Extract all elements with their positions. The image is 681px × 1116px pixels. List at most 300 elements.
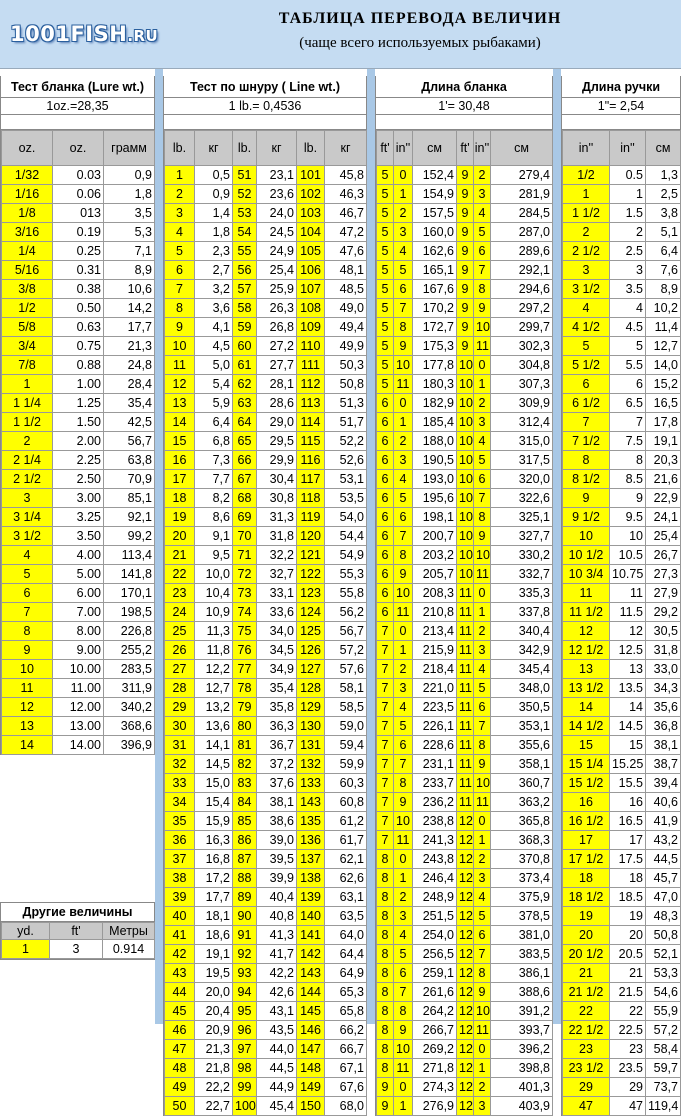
table-cell: 91 xyxy=(233,926,257,945)
table-cell: 1 xyxy=(165,166,195,185)
table-cell: 4 xyxy=(610,299,646,318)
table-cell: 7 xyxy=(394,527,413,546)
table-cell: 9 xyxy=(394,1021,413,1040)
table-cell: 7 xyxy=(377,660,394,679)
table-cell: 48,5 xyxy=(325,280,367,299)
table-cell: 87 xyxy=(233,850,257,869)
table-row xyxy=(2,223,155,242)
table-cell: 30 xyxy=(165,717,195,736)
table-cell: 254,0 xyxy=(413,926,457,945)
table-row xyxy=(563,318,681,337)
table-row xyxy=(165,166,367,185)
table-cell: 19,5 xyxy=(195,964,233,983)
table-cell: 8 xyxy=(474,508,491,527)
table-cell: 76 xyxy=(233,641,257,660)
table-cell: 53,3 xyxy=(646,964,681,983)
table-cell: 14,5 xyxy=(195,755,233,774)
table-cell: 13 xyxy=(610,660,646,679)
table-row xyxy=(563,1021,681,1040)
table-cell: 12,7 xyxy=(646,337,681,356)
table-cell: 7 xyxy=(377,641,394,660)
table-cell: 1/4 xyxy=(2,242,53,261)
table-cell: 64,0 xyxy=(325,926,367,945)
table-row xyxy=(563,337,681,356)
table-cell: 7 xyxy=(377,755,394,774)
table-row xyxy=(563,584,681,603)
table-cell: 10 xyxy=(457,394,474,413)
table-cell: 269,2 xyxy=(413,1040,457,1059)
table-cell: 243,8 xyxy=(413,850,457,869)
section-title: Длина бланка xyxy=(376,76,552,98)
table-cell: 20 xyxy=(610,926,646,945)
table-cell: 30,5 xyxy=(646,622,681,641)
table-cell: 61,7 xyxy=(325,831,367,850)
table-cell: 99,2 xyxy=(104,527,155,546)
table-row xyxy=(2,261,155,280)
table-cell: 59,7 xyxy=(646,1059,681,1078)
table-cell: 7 xyxy=(610,413,646,432)
table-cell: 1/2 xyxy=(563,166,610,185)
table-cell: 42 xyxy=(165,945,195,964)
table-cell: 4 xyxy=(394,926,413,945)
table-cell: 99 xyxy=(233,1078,257,1097)
table-cell: 19 xyxy=(610,907,646,926)
site-logo[interactable]: 1001FISH.RU xyxy=(10,22,159,46)
table-cell: 9 xyxy=(457,204,474,223)
table-cell: 1 xyxy=(563,185,610,204)
table-cell: 8 xyxy=(610,451,646,470)
table-cell: 1 xyxy=(394,185,413,204)
table-cell: 20.5 xyxy=(610,945,646,964)
table-cell: 302,3 xyxy=(491,337,553,356)
table-cell: 41,7 xyxy=(257,945,297,964)
table-row xyxy=(2,280,155,299)
table-cell: 60,3 xyxy=(325,774,367,793)
table-cell: 7 xyxy=(377,698,394,717)
table-cell: 26 xyxy=(165,641,195,660)
table-cell: 85 xyxy=(233,812,257,831)
table-cell: 33 xyxy=(165,774,195,793)
table-row xyxy=(563,698,681,717)
table-row xyxy=(377,812,553,831)
table-row xyxy=(165,584,367,603)
column-header: lb. xyxy=(297,131,325,166)
table-cell: 36,8 xyxy=(646,717,681,736)
table-cell: 8,9 xyxy=(646,280,681,299)
table-cell: 10,9 xyxy=(195,603,233,622)
table-cell: 115 xyxy=(297,432,325,451)
table-cell: 22,7 xyxy=(195,1097,233,1116)
table-cell: 12 xyxy=(457,812,474,831)
table-cell: 1 xyxy=(394,641,413,660)
table-cell: 0.75 xyxy=(53,337,104,356)
table-cell: 7 1/2 xyxy=(563,432,610,451)
table-cell: 1 xyxy=(394,413,413,432)
table-row xyxy=(2,622,155,641)
table-cell: 22 1/2 xyxy=(563,1021,610,1040)
header-row xyxy=(165,131,367,166)
table-cell: 1 1/2 xyxy=(563,204,610,223)
table-cell: 12 xyxy=(457,831,474,850)
column-separator xyxy=(367,69,375,1024)
table-cell: 4,1 xyxy=(195,318,233,337)
table-cell: 20,3 xyxy=(646,451,681,470)
table-cell: 52,1 xyxy=(646,945,681,964)
table-cell: 25 xyxy=(165,622,195,641)
table-cell: 2 xyxy=(474,394,491,413)
table-cell: 17 xyxy=(610,831,646,850)
table-cell: 23 xyxy=(610,1040,646,1059)
table-cell: 226,1 xyxy=(413,717,457,736)
table-cell: 5 xyxy=(394,489,413,508)
table-cell: 3 xyxy=(474,641,491,660)
table-cell: 210,8 xyxy=(413,603,457,622)
column-header: ft' xyxy=(457,131,474,166)
table-cell: 44,5 xyxy=(646,850,681,869)
table-row xyxy=(377,603,553,622)
table-cell: 6.5 xyxy=(610,394,646,413)
table-cell: 29,2 xyxy=(646,603,681,622)
table-cell: 39,5 xyxy=(257,850,297,869)
table-cell: 238,8 xyxy=(413,812,457,831)
table-cell: 157,5 xyxy=(413,204,457,223)
table-cell: 182,9 xyxy=(413,394,457,413)
table-cell: 21,8 xyxy=(195,1059,233,1078)
table-cell: 40,8 xyxy=(257,907,297,926)
table-cell: 37 xyxy=(165,850,195,869)
table-cell: 146 xyxy=(297,1021,325,1040)
table-row xyxy=(377,527,553,546)
table-cell: 27,2 xyxy=(257,337,297,356)
table-row xyxy=(377,641,553,660)
table-row xyxy=(165,926,367,945)
table-cell: 3.25 xyxy=(53,508,104,527)
table-cell: 12 xyxy=(563,622,610,641)
table-cell: 3 xyxy=(394,679,413,698)
column-header: см xyxy=(646,131,681,166)
table-cell: 35 xyxy=(165,812,195,831)
table-cell: 11 xyxy=(474,793,491,812)
table-row xyxy=(563,242,681,261)
table-cell: 4 xyxy=(394,470,413,489)
table-row xyxy=(377,907,553,926)
table-cell: 15 xyxy=(165,432,195,451)
table-cell: 50 xyxy=(165,1097,195,1116)
table-cell: 10 xyxy=(394,584,413,603)
table-cell: 12 xyxy=(457,983,474,1002)
table-cell: 28,6 xyxy=(257,394,297,413)
table-row xyxy=(563,223,681,242)
table-cell: 55,3 xyxy=(325,565,367,584)
table-cell: 8 xyxy=(377,1059,394,1078)
table-cell: 5 xyxy=(377,166,394,185)
table-cell: 101 xyxy=(297,166,325,185)
table-row xyxy=(377,1078,553,1097)
table-cell: 8,9 xyxy=(104,261,155,280)
table-cell: 9.00 xyxy=(53,641,104,660)
table-cell: 391,2 xyxy=(491,1002,553,1021)
table-cell: 0,5 xyxy=(195,166,233,185)
table-cell: 17,2 xyxy=(195,869,233,888)
table-cell: 42,5 xyxy=(104,413,155,432)
table-cell: 5 xyxy=(377,356,394,375)
table-cell: 213,4 xyxy=(413,622,457,641)
table-cell: 38,1 xyxy=(646,736,681,755)
table-cell: 1 xyxy=(474,1059,491,1078)
table-cell: 5 xyxy=(394,717,413,736)
table-cell: 16,3 xyxy=(195,831,233,850)
table-cell: 65 xyxy=(233,432,257,451)
table-cell: 7 xyxy=(2,603,53,622)
table-cell: 198,5 xyxy=(104,603,155,622)
table-cell: 17,8 xyxy=(646,413,681,432)
table-cell: 128 xyxy=(297,679,325,698)
table-row xyxy=(165,280,367,299)
table-row xyxy=(165,603,367,622)
table-cell: 29 xyxy=(563,1078,610,1097)
table-cell: 100 xyxy=(233,1097,257,1116)
table-cell: 10.00 xyxy=(53,660,104,679)
table-row xyxy=(563,280,681,299)
table-cell: 28 xyxy=(165,679,195,698)
table-cell: 6,8 xyxy=(195,432,233,451)
table-cell: 279,4 xyxy=(491,166,553,185)
table-row xyxy=(377,546,553,565)
table-row xyxy=(563,546,681,565)
table-cell: 8 xyxy=(394,318,413,337)
table-cell: 63 xyxy=(233,394,257,413)
table-row xyxy=(2,413,155,432)
table-row xyxy=(165,546,367,565)
table-cell: 10 xyxy=(457,508,474,527)
table-cell: 9,5 xyxy=(195,546,233,565)
table-cell: 10 xyxy=(394,812,413,831)
table-row xyxy=(165,1021,367,1040)
table-cell: 105 xyxy=(297,242,325,261)
table-row xyxy=(377,622,553,641)
table-cell: 2 1/2 xyxy=(563,242,610,261)
table-cell: 66 xyxy=(233,451,257,470)
table-cell: 175,3 xyxy=(413,337,457,356)
handle-length-section xyxy=(561,76,681,1116)
table-cell: 8 xyxy=(377,869,394,888)
table-cell: 6,4 xyxy=(646,242,681,261)
table-cell: 2,3 xyxy=(195,242,233,261)
table-row xyxy=(2,451,155,470)
table-row xyxy=(377,755,553,774)
table-cell: 223,5 xyxy=(413,698,457,717)
table-cell: 0.38 xyxy=(53,280,104,299)
table-cell: 2 xyxy=(394,660,413,679)
table-row xyxy=(563,717,681,736)
table-row xyxy=(377,185,553,204)
table-cell: 54 xyxy=(233,223,257,242)
table-cell: 255,2 xyxy=(104,641,155,660)
table-cell: 20,0 xyxy=(195,983,233,1002)
table-cell: 12 xyxy=(457,907,474,926)
table-cell: 64,9 xyxy=(325,964,367,983)
table-cell: 5 xyxy=(165,242,195,261)
table-cell: 1.00 xyxy=(53,375,104,394)
table-cell: 47,2 xyxy=(325,223,367,242)
table-cell: 312,4 xyxy=(491,413,553,432)
table-cell: 355,6 xyxy=(491,736,553,755)
table-row xyxy=(165,888,367,907)
table-cell: 2 1/2 xyxy=(2,470,53,489)
conversion-factor: 1 lb.= 0,4536 xyxy=(164,98,366,115)
table-cell: 150 xyxy=(297,1097,325,1116)
table-cell: 3 xyxy=(2,489,53,508)
table-row xyxy=(563,907,681,926)
table-row xyxy=(377,356,553,375)
table-cell: 12 xyxy=(457,869,474,888)
table-cell: 106 xyxy=(297,261,325,280)
table-cell: 1,4 xyxy=(195,204,233,223)
table-cell: 5,1 xyxy=(646,223,681,242)
table-cell: 51 xyxy=(233,166,257,185)
table-cell: 14 xyxy=(2,736,53,755)
table-cell: 38,1 xyxy=(257,793,297,812)
table-cell: 62,1 xyxy=(325,850,367,869)
table-cell: 80 xyxy=(233,717,257,736)
column-separator xyxy=(155,69,163,1024)
table-cell: 6 xyxy=(2,584,53,603)
table-row xyxy=(377,679,553,698)
table-cell: 15,9 xyxy=(195,812,233,831)
table-row xyxy=(563,432,681,451)
table-row xyxy=(2,527,155,546)
table-cell: 013 xyxy=(53,204,104,223)
table-cell: 14 1/2 xyxy=(563,717,610,736)
table-cell: 2 xyxy=(563,223,610,242)
table-cell: 281,9 xyxy=(491,185,553,204)
table-cell: 9 xyxy=(394,793,413,812)
column-header: кг xyxy=(257,131,297,166)
table-cell: 7/8 xyxy=(2,356,53,375)
table-cell: 256,5 xyxy=(413,945,457,964)
table-cell: 4.5 xyxy=(610,318,646,337)
table-cell: 15.25 xyxy=(610,755,646,774)
table-cell: 396,2 xyxy=(491,1040,553,1059)
table-cell: 5 xyxy=(377,299,394,318)
table-cell: 5 xyxy=(474,679,491,698)
table-cell: 3 xyxy=(394,451,413,470)
table-cell: 16 xyxy=(563,793,610,812)
table-cell: 23.5 xyxy=(610,1059,646,1078)
table-cell: 52,2 xyxy=(325,432,367,451)
table-row xyxy=(165,964,367,983)
table-cell: 11 xyxy=(610,584,646,603)
table-cell: 45,4 xyxy=(257,1097,297,1116)
table-cell: 56,7 xyxy=(104,432,155,451)
table-row xyxy=(377,508,553,527)
table-cell: 145 xyxy=(297,1002,325,1021)
spacer xyxy=(164,115,366,130)
table-cell: 325,1 xyxy=(491,508,553,527)
table-row xyxy=(2,717,155,736)
table-cell: 0.19 xyxy=(53,223,104,242)
table-cell: 15 xyxy=(610,736,646,755)
table-cell: 294,6 xyxy=(491,280,553,299)
table-cell: 5 xyxy=(563,337,610,356)
table-cell: 3.00 xyxy=(53,489,104,508)
table-cell: 42,6 xyxy=(257,983,297,1002)
table-cell: 1.25 xyxy=(53,394,104,413)
table-cell: 21 xyxy=(563,964,610,983)
table-cell: 1/8 xyxy=(2,204,53,223)
table-cell: 111 xyxy=(297,356,325,375)
table-cell: 360,7 xyxy=(491,774,553,793)
table-cell: 3 xyxy=(610,261,646,280)
table-cell: 9 xyxy=(474,299,491,318)
table-row xyxy=(2,394,155,413)
table-cell: 10 xyxy=(457,413,474,432)
table-cell: 1,8 xyxy=(104,185,155,204)
table-cell: 6 xyxy=(563,375,610,394)
table-cell: 129 xyxy=(297,698,325,717)
table-cell: 72 xyxy=(233,565,257,584)
table-cell: 59 xyxy=(233,318,257,337)
table-cell: 3 xyxy=(50,940,103,959)
table-cell: 309,9 xyxy=(491,394,553,413)
table-cell: 208,3 xyxy=(413,584,457,603)
table-cell: 13 xyxy=(165,394,195,413)
header-row xyxy=(377,131,553,166)
table-row xyxy=(563,470,681,489)
table-cell: 9 xyxy=(474,755,491,774)
table-cell: 54,9 xyxy=(325,546,367,565)
table-cell: 46 xyxy=(165,1021,195,1040)
table-cell: 24,5 xyxy=(257,223,297,242)
table-cell: 43 xyxy=(165,964,195,983)
table-cell: 2 xyxy=(394,432,413,451)
table-cell: 11 xyxy=(394,831,413,850)
table-cell: 73 xyxy=(233,584,257,603)
table-cell: 17 xyxy=(563,831,610,850)
table-row xyxy=(165,850,367,869)
table-cell: 9 xyxy=(457,223,474,242)
table-cell: 7 xyxy=(377,812,394,831)
table-cell: 6 xyxy=(377,565,394,584)
table-cell: 33,1 xyxy=(257,584,297,603)
table-cell: 165,1 xyxy=(413,261,457,280)
table-cell: 1 xyxy=(474,831,491,850)
table-cell: 188,0 xyxy=(413,432,457,451)
table-cell: 1/32 xyxy=(2,166,53,185)
table-cell: 20 1/2 xyxy=(563,945,610,964)
table-cell: 2 xyxy=(165,185,195,204)
table-row xyxy=(377,888,553,907)
table-cell: 39,9 xyxy=(257,869,297,888)
table-cell: 30,8 xyxy=(257,489,297,508)
table-cell: 6 xyxy=(474,926,491,945)
table-cell: 0,9 xyxy=(104,166,155,185)
table-row xyxy=(2,299,155,318)
table-cell: 0 xyxy=(394,850,413,869)
table-cell: 154,9 xyxy=(413,185,457,204)
table-cell: 10,0 xyxy=(195,565,233,584)
table-cell: 11 xyxy=(474,1021,491,1040)
table-cell: 12 xyxy=(457,888,474,907)
table-cell: 29,5 xyxy=(257,432,297,451)
table-cell: 16 xyxy=(165,451,195,470)
table-row xyxy=(2,546,155,565)
table-row xyxy=(563,983,681,1002)
table-cell: 7,3 xyxy=(195,451,233,470)
table-cell: 44,0 xyxy=(257,1040,297,1059)
table-cell: 2 xyxy=(394,888,413,907)
table-cell: 368,3 xyxy=(491,831,553,850)
